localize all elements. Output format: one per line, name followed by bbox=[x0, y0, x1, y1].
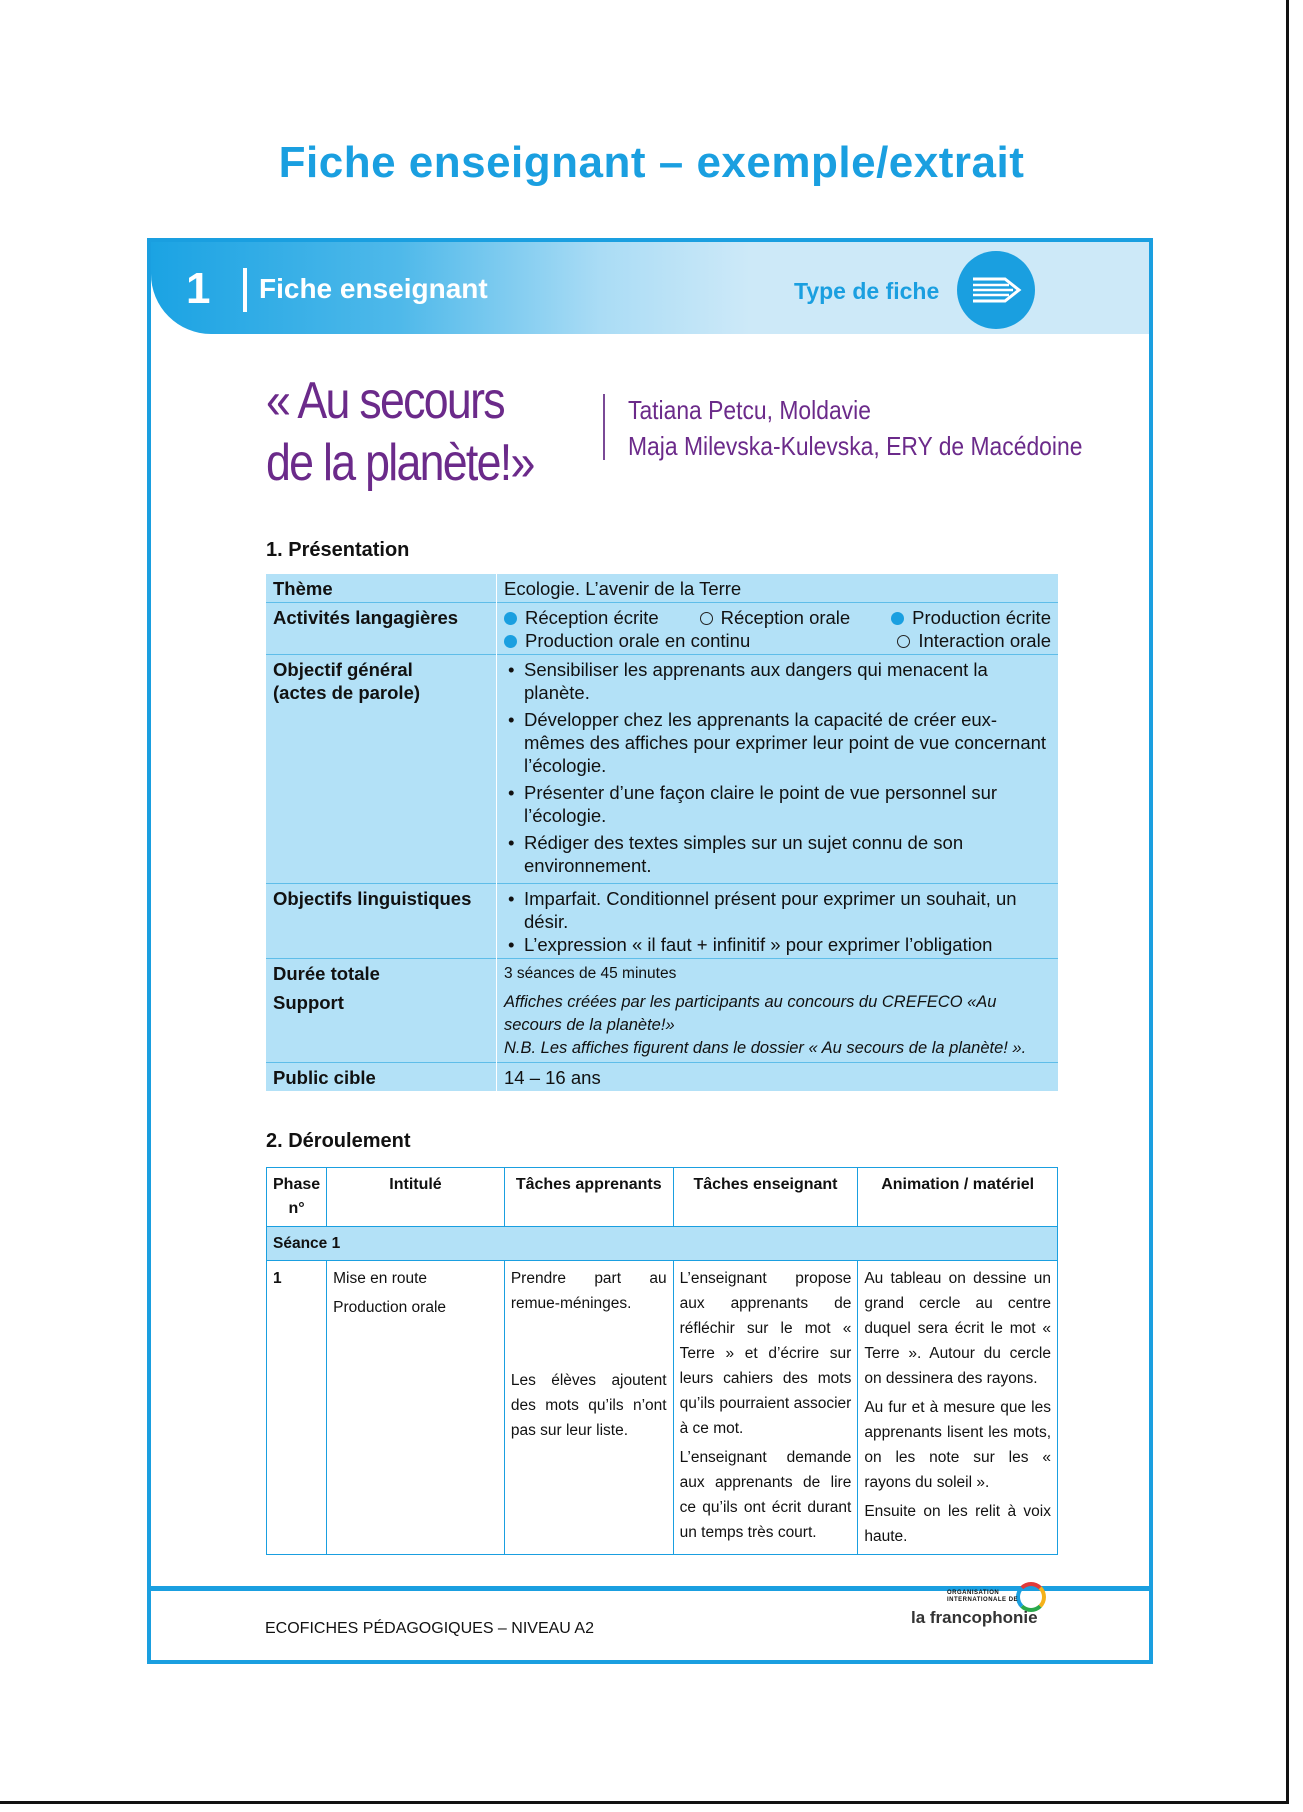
teacher-tasks-cell: L’enseignant propose aux apprenants de réfléchir sur le mot « Terre » et d’écrire sur leurs cahiers des mots qu’ils pourraient associer à ce mot. L’enseignant demande aux apprenants de lire ce qu’ils ont écrit durant un temps très court. bbox=[673, 1261, 858, 1555]
list-item: • Sensibiliser les apprenants aux dangers qui menacent la planète. bbox=[504, 658, 1051, 704]
column-header: Tâches apprenants bbox=[504, 1168, 673, 1227]
table-row bbox=[266, 959, 1058, 1063]
sheet-number: 1 bbox=[186, 264, 211, 313]
row-label: Public cible bbox=[266, 1063, 497, 1092]
author-1: Tatiana Petcu, Moldavie bbox=[628, 395, 871, 425]
activity-item: Production écrite bbox=[891, 606, 1051, 629]
table-row bbox=[266, 655, 1058, 884]
row-label: Durée totale Support bbox=[266, 959, 497, 1063]
phase-number: 1 bbox=[267, 1261, 327, 1555]
section-deroulement-title: 2. Déroulement bbox=[266, 1130, 411, 1152]
francophonie-logo: ORGANISATION INTERNATIONALE DE la francophonie bbox=[911, 1582, 1051, 1642]
document-title: « Au secours de la planète!» bbox=[266, 372, 534, 492]
teacher-sheet-card bbox=[147, 238, 1153, 1664]
learner-tasks-cell: Prendre part au remue-méninges. Les élèves ajoutent des mots qu’ils n’ont pas sur leur liste. bbox=[504, 1261, 673, 1555]
footer-text: ECOFICHES PÉDAGOGIQUES – NIVEAU A2 bbox=[265, 1620, 594, 1637]
table-row bbox=[266, 574, 1058, 603]
intitule-cell: Mise en route Production orale bbox=[327, 1261, 505, 1555]
row-value: 14 – 16 ans bbox=[497, 1063, 1059, 1092]
row-label: Objectif général (actes de parole) bbox=[266, 655, 497, 884]
table-row bbox=[266, 603, 1058, 655]
seance-row bbox=[267, 1227, 1058, 1261]
table-row bbox=[266, 1063, 1058, 1092]
table-row bbox=[266, 884, 1058, 959]
column-header: Phase n° bbox=[267, 1168, 327, 1227]
authors-divider bbox=[603, 394, 605, 460]
activity-item: Production orale en continu bbox=[504, 629, 750, 652]
table-header-row bbox=[267, 1168, 1058, 1227]
filled-circle-icon bbox=[891, 612, 904, 625]
activities-cell bbox=[497, 603, 1059, 655]
column-header: Tâches enseignant bbox=[673, 1168, 858, 1227]
header-divider bbox=[243, 268, 247, 312]
row-label: Thème bbox=[266, 574, 497, 603]
linguistic-list bbox=[497, 884, 1059, 959]
activity-item: Interaction orale bbox=[897, 629, 1051, 652]
list-item: • Rédiger des textes simples sur un sujet connu de son environnement. bbox=[504, 831, 1051, 877]
column-header: Animation / matériel bbox=[858, 1168, 1058, 1227]
presentation-table bbox=[266, 574, 1058, 1091]
page-title: Fiche enseignant – exemple/extrait bbox=[278, 138, 1025, 187]
animation-cell: Au tableau on dessine un grand cercle au centre duquel sera écrit le mot « Terre ». Autour du cercle on dessinera des rayons. Au fur et à mesure que les apprenants lisent les mots, on les note sur les « rayons du soleil ». Ensuite on les relit à voix haute. bbox=[858, 1261, 1058, 1555]
list-item: • Présenter d’une façon claire le point de vue personnel sur l’écologie. bbox=[504, 781, 1051, 827]
author-2: Maja Milevska-Kulevska, ERY de Macédoine bbox=[628, 431, 1083, 461]
row-label: Activités langagières bbox=[266, 603, 497, 655]
sheet-header bbox=[151, 242, 1149, 334]
filled-circle-icon bbox=[504, 612, 517, 625]
list-item: • L’expression « il faut + infinitif » pour exprimer l’obligation bbox=[504, 933, 1051, 956]
empty-circle-icon bbox=[897, 635, 910, 648]
objectives-list bbox=[497, 655, 1059, 884]
deroulement-table bbox=[266, 1167, 1058, 1555]
section-presentation-title: 1. Présentation bbox=[266, 539, 410, 561]
row-label: Objectifs linguistiques bbox=[266, 884, 497, 959]
authors bbox=[628, 392, 1082, 464]
filled-circle-icon bbox=[504, 635, 517, 648]
sheet-type-label: Type de fiche bbox=[794, 278, 940, 304]
table-row bbox=[267, 1261, 1058, 1555]
empty-circle-icon bbox=[700, 612, 713, 625]
duration-support-cell: 3 séances de 45 minutes Affiches créées par les participants au concours du CREFECO «Au secours de la planète!» N.B. Les affiches figurent dans le dossier « Au secours de la planète! ». bbox=[497, 959, 1059, 1063]
seance-label: Séance 1 bbox=[267, 1227, 1058, 1261]
sheet-label: Fiche enseignant bbox=[259, 273, 488, 304]
column-header: Intitulé bbox=[327, 1168, 505, 1227]
row-value: Ecologie. L’avenir de la Terre bbox=[497, 574, 1059, 603]
activity-item: Réception écrite bbox=[504, 606, 659, 629]
activity-item: Réception orale bbox=[700, 606, 851, 629]
list-item: • Imparfait. Conditionnel présent pour exprimer un souhait, un désir. bbox=[504, 887, 1051, 933]
pencil-icon bbox=[957, 251, 1035, 329]
list-item: • Développer chez les apprenants la capacité de créer eux-mêmes des affiches pour exprimer leur point de vue concernant l’écologie. bbox=[504, 708, 1051, 777]
